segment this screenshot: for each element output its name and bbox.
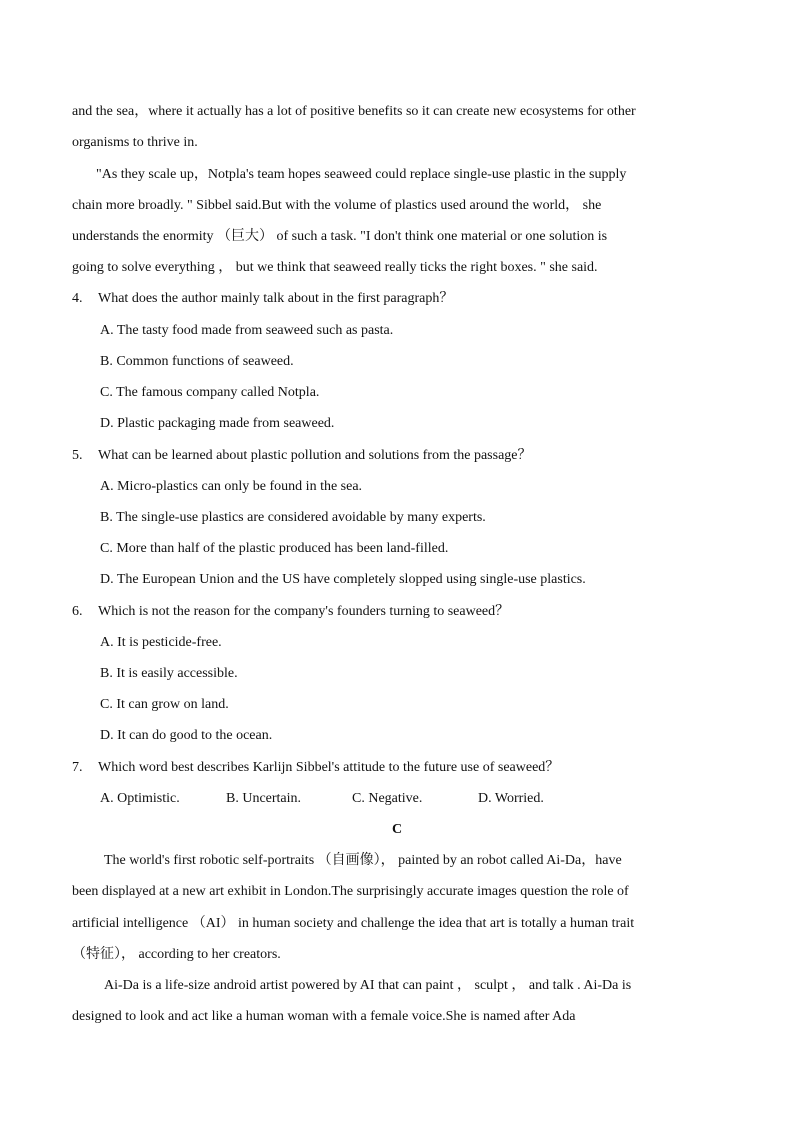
passage-line: chain more broadly. " Sibbel said.But with the volume of plastics used around the world， she	[72, 198, 602, 213]
question-number: 6.	[72, 604, 83, 619]
passage-line: understands the enormity （巨大） of such a task. "I don't think one material or one solution is	[72, 229, 608, 244]
option-a: A. Micro-plastics can only be found in the sea.	[100, 479, 363, 494]
option-c: C. More than half of the plastic produced has been land-filled.	[100, 541, 449, 556]
passage-line: going to solve everything ， but we think that seaweed really ticks the right boxes. " she said.	[72, 260, 598, 275]
question-text: Which is not the reason for the company's founders turning to seaweed？	[98, 604, 510, 619]
option-b: B. Uncertain.	[226, 791, 302, 806]
question-7	[72, 759, 559, 777]
option-b: B. The single-use plastics are considered avoidable by many experts.	[100, 510, 486, 525]
option-a: A. Optimistic.	[100, 791, 180, 806]
option-a: A. The tasty food made from seaweed such as pasta.	[100, 323, 394, 338]
question-number: 7.	[72, 760, 83, 775]
option-d: D. Worried.	[478, 791, 544, 806]
option-d: D. Plastic packaging made from seaweed.	[100, 416, 335, 431]
question-6	[72, 603, 509, 621]
question-number: 4.	[72, 291, 83, 306]
passage-line: designed to look and act like a human woman with a female voice.She is named after Ada	[72, 1009, 576, 1024]
section-heading: C	[391, 822, 403, 837]
passage-line: The world's first robotic self-portraits （自画像）， painted by an robot called Ai-Da，have	[104, 853, 622, 868]
question-5	[72, 447, 532, 465]
question-text: What can be learned about plastic pollution and solutions from the passage？	[98, 448, 532, 463]
question-4	[72, 290, 453, 308]
option-a: A. It is pesticide-free.	[100, 635, 222, 650]
passage-line: been displayed at a new art exhibit in London.The surprisingly accurate images question the role of	[72, 884, 629, 899]
option-b: B. Common functions of seaweed.	[100, 354, 294, 369]
option-b: B. It is easily accessible.	[100, 666, 238, 681]
option-c: C. It can grow on land.	[100, 697, 229, 712]
question-text: Which word best describes Karlijn Sibbel's attitude to the future use of seaweed？	[98, 760, 560, 775]
question-text: What does the author mainly talk about in the first paragraph？	[98, 291, 454, 306]
option-c: C. Negative.	[352, 791, 423, 806]
passage-line: （特征）， according to her creators.	[72, 947, 281, 962]
option-d: D. The European Union and the US have completely slopped using single-use plastics.	[100, 572, 586, 587]
option-d: D. It can do good to the ocean.	[100, 728, 273, 743]
passage-line: artificial intelligence （AI） in human society and challenge the idea that art is totally a human trait	[72, 916, 635, 931]
passage-line: "As they scale up，Notpla's team hopes seaweed could replace single-use plastic in the supply	[96, 167, 627, 182]
passage-line: organisms to thrive in.	[72, 135, 198, 150]
passage-line: Ai-Da is a life-size android artist powered by AI that can paint ， sculpt ， and talk . Ai-Da is	[104, 978, 632, 993]
option-c: C. The famous company called Notpla.	[100, 385, 320, 400]
question-number: 5.	[72, 448, 83, 463]
passage-line: and the sea，where it actually has a lot of positive benefits so it can create new ecosystems for other	[72, 104, 636, 119]
